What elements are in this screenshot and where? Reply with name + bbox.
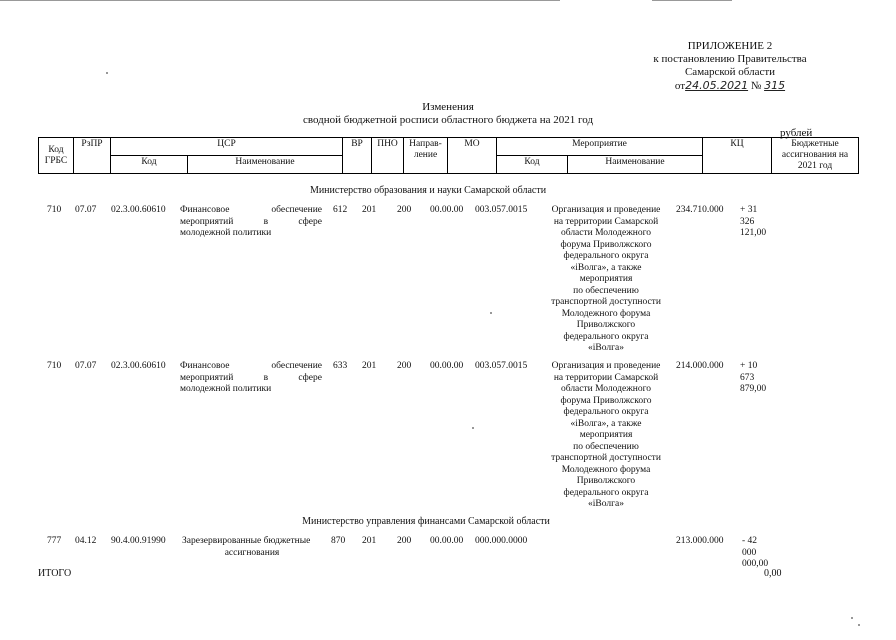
cell-vr: 870 <box>331 536 346 546</box>
appendix-region: Самарской области <box>684 66 776 78</box>
cell-csr-name: Финансовое обеспечение мероприятий в сфере молодежной политики <box>180 205 322 238</box>
header-mer-kod: Код <box>497 156 568 174</box>
cell-pno: 201 <box>362 536 377 546</box>
handwritten-date: 24.05.2021 <box>685 79 749 92</box>
cell-rzpr: 07.07 <box>75 205 97 215</box>
scan-top-edge <box>652 0 732 1</box>
cell-mo: 00.00.00 <box>430 361 464 371</box>
cell-mer-kod: 000.000.0000 <box>475 536 528 546</box>
handwritten-number: 315 <box>764 79 786 92</box>
scan-speck <box>472 427 474 429</box>
cell-rzpr: 04.12 <box>75 536 97 546</box>
cell-napr: 200 <box>397 205 412 215</box>
scan-speck <box>851 617 853 619</box>
appendix-date-line: от24.05.2021 № 315 <box>674 79 786 92</box>
doc-title: Изменения <box>422 101 474 113</box>
header-csr-name: Наименование <box>188 156 343 174</box>
unit-label: рублей <box>780 127 813 139</box>
header-rzpr: РзПР <box>74 138 111 174</box>
cell-vr: 612 <box>333 205 348 215</box>
cell-kc: 213.000.000 <box>676 536 724 546</box>
header-pno: ПНО <box>372 138 404 174</box>
cell-rzpr: 07.07 <box>75 361 97 371</box>
appendix-title: ПРИЛОЖЕНИЕ 2 <box>687 40 773 52</box>
doc-subtitle: сводной бюджетной росписи областного бюджета на 2021 год <box>302 114 594 126</box>
section-title: Министерство управления финансами Самарской области <box>302 516 550 527</box>
cell-amount: + 10 673 879,00 <box>740 361 767 394</box>
appendix-block <box>640 40 820 93</box>
cell-mer-name: Организация и проведение на территории Самарской области Молодежного форума Приволжского федерального округа «iВолга», а также мероприятия по обеспечению транспортной доступности Молодежного форума Приволжского федерального округа «iВолга» <box>551 361 661 509</box>
cell-mo: 00.00.00 <box>430 205 464 215</box>
cell-napr: 200 <box>397 536 412 546</box>
cell-napr: 200 <box>397 361 412 371</box>
header-meropriyatie: Мероприятие <box>497 138 703 156</box>
header-budget: Бюджетные ассигнования на 2021 год <box>772 138 859 174</box>
header-mo: МО <box>448 138 497 174</box>
header-csr-kod: Код <box>111 156 188 174</box>
cell-grbs: 777 <box>47 536 62 546</box>
cell-kc: 234.710.000 <box>676 205 724 215</box>
budget-table-header <box>38 137 859 174</box>
header-kod-grbs: Код ГРБС <box>39 138 74 174</box>
cell-mer-kod: 003.057.0015 <box>475 205 528 215</box>
cell-mo: 00.00.00 <box>430 536 464 546</box>
cell-amount: - 42 000 000,00 <box>742 536 769 569</box>
header-csr: ЦСР <box>111 138 343 156</box>
scan-speck <box>106 72 108 74</box>
cell-mer-kod: 003.057.0015 <box>475 361 528 371</box>
cell-pno: 201 <box>362 205 377 215</box>
cell-csr-kod: 02.3.00.60610 <box>111 361 166 371</box>
header-napr: Направ-ление <box>404 138 448 174</box>
header-mer-name: Наименование <box>568 156 703 174</box>
cell-grbs: 710 <box>47 205 62 215</box>
appendix-subtitle: к постановлению Правительства <box>653 53 807 65</box>
cell-grbs: 710 <box>47 361 62 371</box>
scan-top-edge <box>0 0 560 1</box>
scan-speck <box>858 624 860 626</box>
total-value: 0,00 <box>764 568 782 579</box>
cell-mer-name: Организация и проведение на территории Самарской области Молодежного форума Приволжского федерального округа «iВолга», а также мероприятия по обеспечению транспортной доступности Молодежного форума Приволжского федерального округа «iВолга» <box>551 205 661 353</box>
scan-speck <box>490 312 492 314</box>
cell-csr-kod: 90.4.00.91990 <box>111 536 166 546</box>
cell-csr-name: Зарезервированные бюджетные ассигнования <box>182 536 311 558</box>
header-kc: КЦ <box>703 138 772 174</box>
cell-vr: 633 <box>333 361 348 371</box>
section-title: Министерство образования и науки Самарской области <box>309 185 547 196</box>
cell-csr-name: Финансовое обеспечение мероприятий в сфере молодежной политики <box>180 361 322 394</box>
cell-kc: 214.000.000 <box>676 361 724 371</box>
total-label: ИТОГО <box>38 568 72 579</box>
cell-pno: 201 <box>362 361 377 371</box>
header-vr: ВР <box>343 138 372 174</box>
cell-amount: + 31 326 121,00 <box>740 205 767 238</box>
cell-csr-kod: 02.3.00.60610 <box>111 205 166 215</box>
